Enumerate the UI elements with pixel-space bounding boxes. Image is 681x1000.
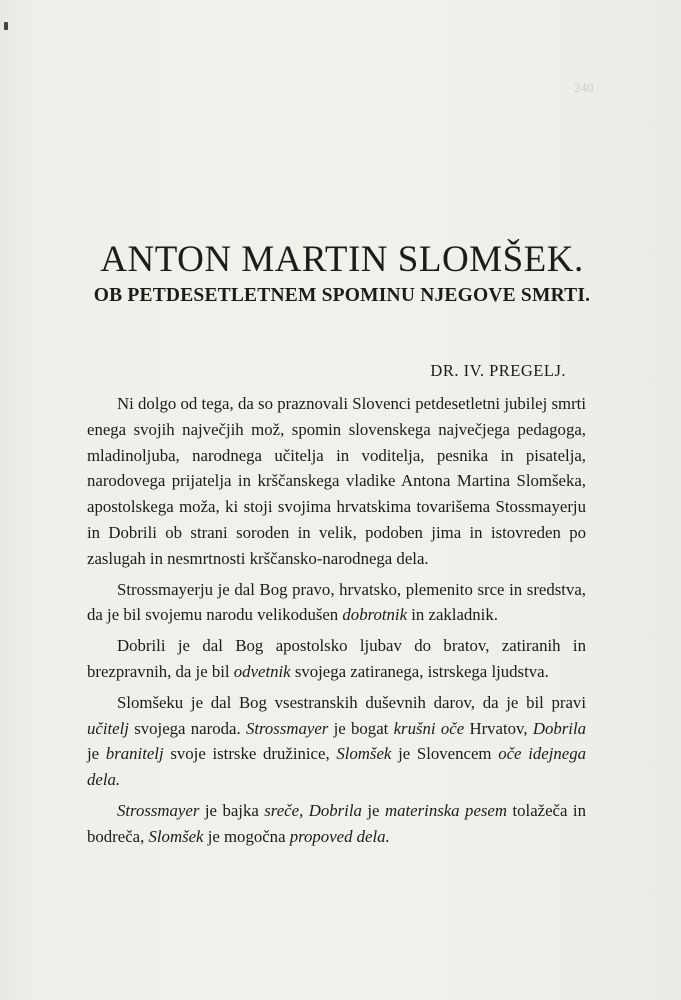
- emphasized-text: propoved dela.: [289, 826, 390, 846]
- emphasized-text: dobrotnik: [342, 605, 408, 625]
- article-subtitle: OB PETDESETLETNEM SPOMINU NJEGOVE SMRTI.: [93, 285, 591, 306]
- emphasized-text: materinska pesem: [385, 800, 507, 820]
- article-title: ANTON MARTIN SLOMŠEK.: [100, 239, 584, 280]
- paragraph-text: je: [87, 744, 106, 764]
- paragraph-text: je bajka: [199, 800, 265, 820]
- paragraph-text: svoje istrske družinice,: [163, 744, 337, 764]
- paragraph-text: Strossmayerju je dal Bog pravo, hrvatsko, plemenito srce in sredstva, da je bil svojemu narodu velikodušen: [87, 579, 586, 625]
- bleed-through-page-number: 240: [574, 80, 594, 95]
- emphasized-text: Slomšek: [336, 744, 392, 764]
- paragraph-text: in zakladnik.: [407, 605, 498, 625]
- body-paragraph: [87, 577, 586, 629]
- emphasized-text: sreče, Dobrila: [264, 800, 362, 820]
- page-edge-mark: [4, 22, 8, 30]
- emphasized-text: Slomšek: [148, 826, 204, 846]
- emphasized-text: Strossmayer: [245, 718, 329, 738]
- emphasized-text: branitelj: [105, 744, 164, 764]
- paragraph-text: tolažeča in bodreča,: [87, 800, 586, 846]
- paragraph-text: Ni dolgo od tega, da so praznovali Slovenci petdesetletni jubilej smrti enega svojih največjih mož, spomin slovenskega največjega pedagoga, mladinoljuba, narodnega učitelja in voditelja, pesnika in pisatelja, narodovega prijatelja in krščanskega vladike Antona Martina Slomšeka, apostolskega moža, ki stoji svojima hrvatskima tovarišema Stossmayerju in Dobrili ob strani soroden in velik, podoben jima in istovreden po zaslugah in nesmrtnosti krščansko-narodnega dela.: [87, 394, 586, 568]
- emphasized-text: Strossmayer: [117, 800, 200, 820]
- emphasized-text: učitelj: [87, 718, 129, 738]
- paragraph-text: Dobrili je dal Bog apostolsko ljubav do bratov, zatiranih in brezpravnih, da je bil: [87, 636, 586, 681]
- paragraph-text: svojega zatiranega, istrskega ljudstva.: [290, 661, 549, 681]
- body-paragraph: [87, 690, 586, 793]
- emphasized-text: krušni oče: [393, 718, 465, 738]
- paragraph-text: svojega naroda.: [128, 718, 246, 738]
- paragraph-text: Hrvatov,: [464, 718, 533, 738]
- paragraph-text: je: [361, 800, 385, 820]
- paragraph-text: Slomšeku je dal Bog vsestranskih duševnih darov, da je bil pravi: [117, 692, 586, 712]
- emphasized-text: Dobrila: [532, 718, 587, 738]
- body-paragraph: [87, 633, 586, 685]
- paragraph-text: je mogočna: [203, 826, 290, 846]
- body-paragraph: [87, 391, 586, 572]
- emphasized-text: odvetnik: [233, 661, 291, 681]
- article-body: [87, 391, 586, 850]
- article-author: DR. IV. PREGELJ.: [430, 361, 566, 380]
- emphasized-text: oče idejnega dela.: [87, 744, 586, 790]
- body-paragraph: [87, 798, 586, 850]
- paragraph-text: je Slovencem: [391, 744, 499, 764]
- paragraph-text: je bogat: [328, 718, 394, 738]
